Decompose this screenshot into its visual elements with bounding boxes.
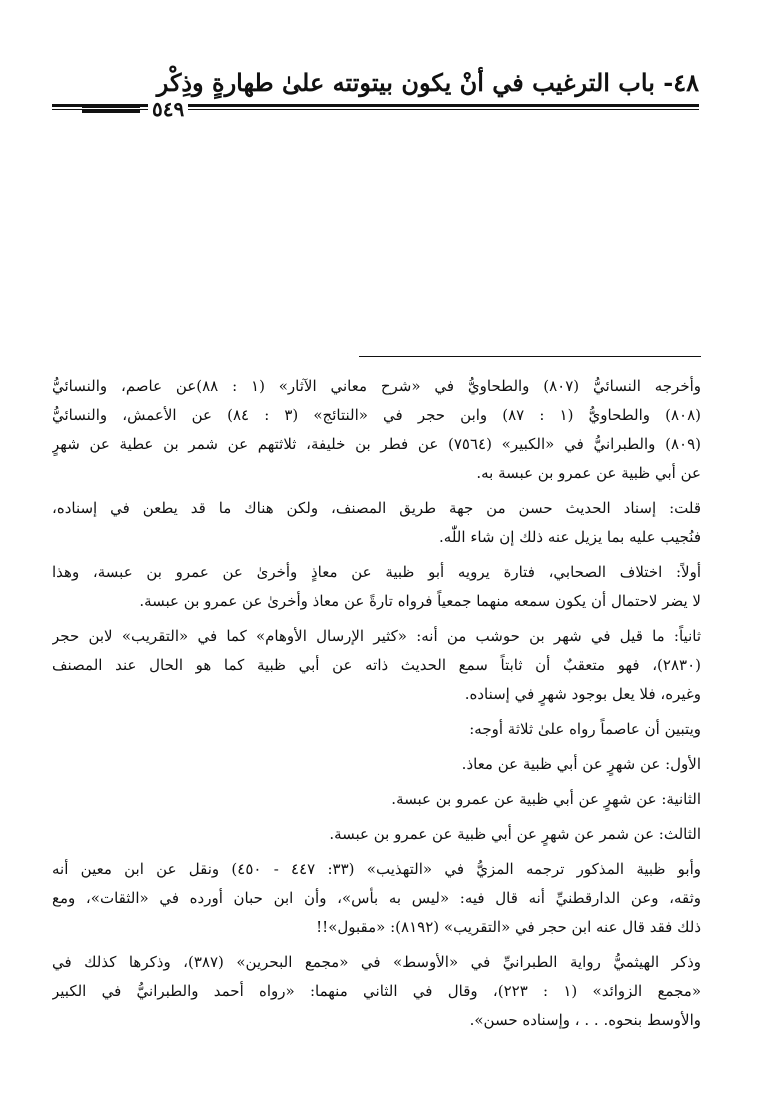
footnote-paragraph	[52, 750, 701, 779]
footnote-line: الثانية: عن شهرٍ عن أبي ظبية عن عمرو بن عبسة.	[391, 790, 701, 808]
page-number: ٥٤٩	[148, 97, 188, 121]
footnote-line: وثقه، وعن الدارقطنيِّ أنه قال فيه: «ليس به بأس»، وأن ابن حبان أورده في «الثقات»، ومع	[52, 889, 701, 907]
footnote-paragraph	[52, 558, 701, 616]
footnote-paragraph	[52, 820, 701, 849]
footnote-line: أولاً: اختلاف الصحابي، فتارة يرويه أبو ظبية عن معاذٍ وأخرىٰ عن عمرو بن عبسة، وهذا	[52, 563, 701, 581]
footnote-paragraph	[52, 494, 701, 552]
footnote-paragraph	[52, 855, 701, 942]
footnote-paragraph	[52, 622, 701, 709]
page-number-ornament	[82, 105, 140, 113]
footnote-line: الثالث: عن شمر عن شهرٍ عن أبي ظبية عن عمرو بن عبسة.	[329, 825, 701, 843]
page-header	[52, 68, 699, 121]
footnote-line: (٢٨٣٠)، فهو متعقبٌ أن ثابتاً سمع الحديث ذاته عن أبي ظبية كما هو الحال عند المصنف	[52, 656, 701, 674]
footnote-line: ذلك فقد قال عنه ابن حجر في «التقريب» (٨١٩٢): «مقبول»!!	[316, 918, 701, 936]
footnote-line: (٨٠٩) والطبرانيُّ في «الكبير» (٧٥٦٤) عن فطر بن خليفة، ثلاثتهم عن شمر بن عطية عن شهرٍ	[52, 435, 701, 453]
footnote-line: والأوسط بنحوه. . . ، وإسناده حسن».	[469, 1011, 701, 1029]
footnote-paragraph	[52, 372, 701, 488]
page-number-block	[82, 92, 188, 126]
footnote-paragraph	[52, 948, 701, 1035]
footnote-line: الأول: عن شهرٍ عن أبي ظبية عن معاذ.	[461, 755, 701, 773]
footnote-line: عن أبي ظبية عن عمرو بن عبسة به.	[476, 464, 701, 482]
chapter-title: ٤٨- باب الترغيب في أنْ يكون بيتوتته علىٰ طهارةٍ وذِكْر	[156, 68, 699, 97]
footnote-line: ويتبين أن عاصماً رواه علىٰ ثلاثة أوجه:	[469, 720, 701, 738]
footnote-line: لا يضر لاحتمال أن يكون سمعه منهما جمعياً فرواه تارةً عن معاذ وأخرىٰ عن عمرو بن عبسة.	[139, 592, 701, 610]
footnote-line: (٨٠٨) والطحاويُّ (١ : ٨٧) وابن حجر في «النتائج» (٣ : ٨٤) عن الأعمش، والنسائيُّ	[52, 406, 701, 424]
footnote-line: وغيره، فلا يعل بوجود شهرٍ في إسناده.	[464, 685, 701, 703]
footnote-line: فنُجيب عليه بما يزيل عنه ذلك إن شاء اللّٰه.	[439, 528, 701, 546]
footnote-line: قلت: إسناد الحديث حسن من جهة طريق المصنف، ولكن هناك ما قد يطعن في إسناده،	[52, 499, 701, 517]
footnote-paragraph	[52, 785, 701, 814]
footnote-separator	[359, 356, 701, 357]
footnote-line: وذكر الهيثميُّ رواية الطبرانيِّ في «الأوسط» في «مجمع البحرين» (٣٨٧)، وذكرها كذلك في	[52, 953, 701, 971]
footnote-line: ثانياً: ما قيل في شهر بن حوشب من أنه: «كثير الإرسال الأوهام» كما في «التقريب» لابن حجر	[52, 627, 701, 645]
footnotes	[52, 372, 701, 1041]
footnote-line: «مجمع الزوائد» (١ : ٢٢٣)، وقال في الثاني منهما: «رواه أحمد والطبرانيُّ في الكبير	[52, 982, 701, 1000]
footnote-paragraph	[52, 715, 701, 744]
footnote-line: وأبو ظبية المذكور ترجمه المزيُّ في «التهذيب» (٣٣: ٤٤٧ - ٤٥٠) ونقل عن ابن معين أنه	[52, 860, 701, 878]
footnote-line: وأخرجه النسائيُّ (٨٠٧) والطحاويُّ في «شرح معاني الآثار» (١ : ٨٨)عن عاصم، والنسائيُّ	[52, 377, 701, 395]
